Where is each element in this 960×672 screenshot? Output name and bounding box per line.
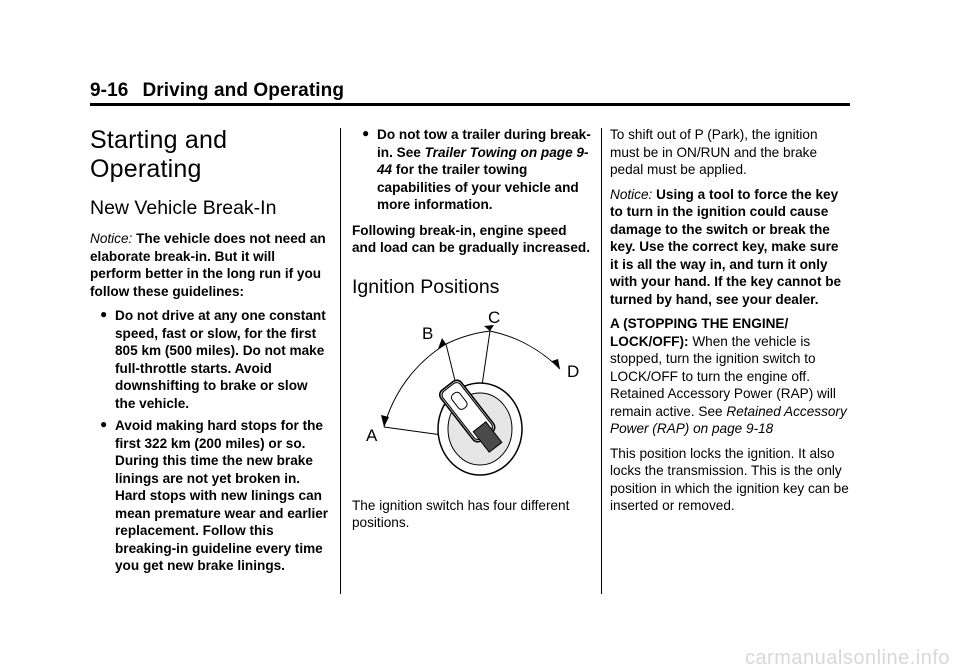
list-item-text: Do not drive at any one constant speed, fast or slow, for the first 805 km (500 miles). Do not make full-throttle starts. Avoid downshifting to brake or slow the vehicle. [115,308,326,411]
position-a-label: A (STOPPING THE ENGINE/ LOCK/OFF): [610,316,789,349]
section-title: Driving and Operating [142,80,345,101]
page-header [90,80,344,102]
header-rule [90,103,850,106]
arc-b-c [446,331,490,344]
notice-paragraph [610,186,850,309]
lock-paragraph: This position locks the ignition. It also locks the transmission. This is the only position in which the ignition key can be inserted or removed. [610,445,849,513]
notice-paragraph [90,230,330,300]
notice-label: Notice: [90,231,133,246]
notice-text: Using a tool to force the key to turn in the ignition could cause damage to the switch or break the key. Use the correct key, make sure it is all the way in, and turn it only with your hand. If the key cannot be turned by hand, see your dealer. [610,186,842,307]
page-number: 9-16 [90,80,129,101]
position-a-text: When the vehicle is stopped, turn the ignition switch to LOCK/OFF to turn the engine off. Retained Accessory Power (RAP) will remain active. See [610,333,836,419]
watermark: carmanualsonline.info [744,647,950,669]
park-paragraph: To shift out of P (Park), the ignition must be in ON/RUN and the brake pedal must be applied. [610,127,818,177]
list-item-text: Do not tow a trailer during break-in. See [377,127,591,160]
list-item-text: Avoid making hard stops for the first 322 km (200 miles) or so. During this time the new brake linings are not yet broken in. Hard stops with new linings can mean premature wear and earlier replacement. Follow this breaking-in guideline every time you get new brake linings. [115,418,329,573]
column-divider [340,128,341,594]
break-in-paragraph: Following break-in, engine speed and load can be gradually increased. [352,222,590,255]
column-1 [90,126,330,583]
position-a-paragraph [610,315,850,438]
label-c: C [488,308,501,327]
column-2 [352,126,594,539]
bullet-icon: ● [362,126,370,140]
page-title: Starting and Operating [90,126,228,183]
label-b: B [422,323,434,343]
break-in-list [90,307,330,575]
list-item [352,126,594,214]
notice-label: Notice: [610,186,653,202]
ignition-switch-diagram [362,309,582,485]
ignition-figure [352,309,594,485]
arrow-d-icon [552,359,560,369]
column-divider [601,128,602,594]
ignition-description: The ignition switch has four different positions. [352,497,570,530]
label-d: D [567,361,580,381]
notice-text: The vehicle does not need an elaborate break-in. But it will perform better in the long run if you follow these guidelines: [90,231,326,299]
list-item [90,307,330,412]
rap-link[interactable]: Retained Accessory Power (RAP) on page 9-18 [610,403,847,436]
bullet-icon: ● [100,417,108,431]
subsection-title: New Vehicle Break-In [90,197,277,219]
line-a [384,427,442,435]
bullet-icon: ● [100,307,108,321]
column-3 [610,126,850,522]
label-a: A [366,425,378,445]
arrow-b-icon [438,338,446,349]
list-item [90,417,330,575]
arc-c-d [490,331,560,369]
towing-list [352,126,594,214]
list-item-text-cont: for the trailer towing capabilities of your vehicle and more information. [377,162,579,212]
ignition-heading: Ignition Positions [352,275,500,298]
trailer-towing-link[interactable]: Trailer Towing on page 9-44 [377,144,589,177]
arc-a-b [384,344,446,427]
